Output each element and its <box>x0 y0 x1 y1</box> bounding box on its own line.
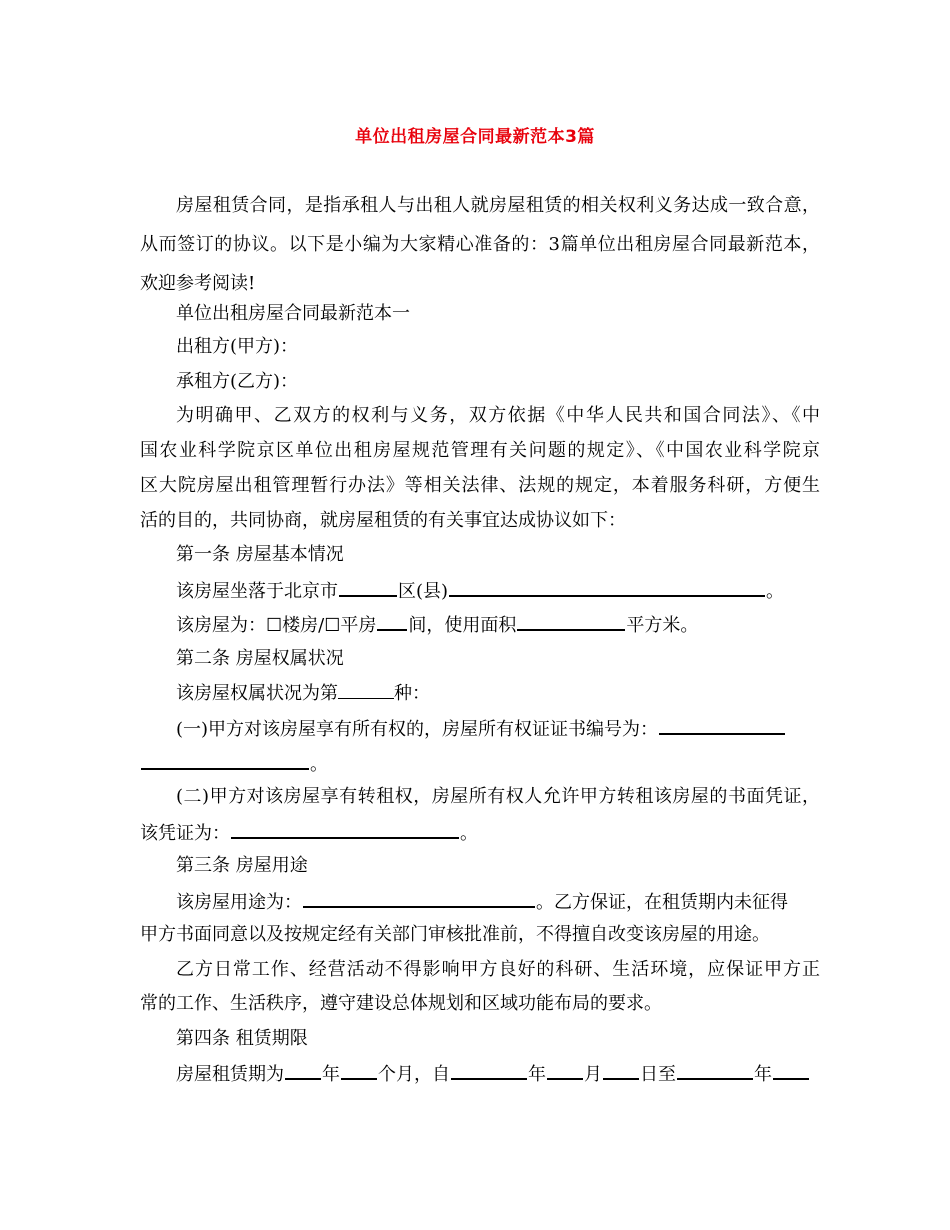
months-blank <box>341 1061 377 1080</box>
rooms-blank <box>377 612 407 631</box>
term-label: 房屋租赁期为 <box>176 1064 284 1085</box>
use-blank <box>303 889 535 908</box>
article-3-use-2: 甲方书面同意以及按规定经有关部门审核批准前，不得擅自改变该房屋的用途。 <box>140 924 770 945</box>
address-blank <box>449 578 765 597</box>
article-4-term <box>176 1061 856 1087</box>
voucher-end: 。 <box>460 823 478 844</box>
type-label: 该房屋为：☐楼房/☐平房 <box>176 615 377 636</box>
district-blank <box>339 578 397 597</box>
article-2-ownership-cont <box>140 751 820 777</box>
article-1-type <box>176 612 856 638</box>
article-2-sublease-2 <box>140 820 820 846</box>
preamble-line-3: 区大院房屋出租管理暂行办法》等相关法律、法规的规定，本着服务科研，方便生 <box>140 475 820 496</box>
use-label: 该房屋用途为： <box>176 892 302 913</box>
preamble-line-4: 活的目的，共同协商，就房屋租赁的有关事宜达成协议如下： <box>140 510 626 531</box>
article-2-ownership <box>176 716 856 742</box>
article-3-use <box>176 889 856 915</box>
status-label: 该房屋权属状况为第 <box>176 683 338 704</box>
location-label: 该房屋坐落于北京市 <box>176 581 338 602</box>
article-1-heading: 第一条 房屋基本情况 <box>176 544 344 565</box>
intro-line-2: 从而签订的协议。以下是小编为大家精心准备的：3篇单位出租房屋合同最新范本， <box>140 234 820 255</box>
end-month-blank <box>773 1061 809 1080</box>
voucher-blank <box>231 820 459 839</box>
article-3-env-2: 常的工作、生活秩序，遵守建设总体规划和区域功能布局的要求。 <box>140 993 662 1014</box>
intro-line-1: 房屋租赁合同，是指承租人与出租人就房屋租赁的相关权利义务达成一致合意， <box>176 195 820 216</box>
cert-number-blank-2 <box>141 751 309 770</box>
article-1-location <box>176 578 856 604</box>
article-2-heading: 第二条 房屋权属状况 <box>176 648 344 669</box>
preamble-line-1: 为明确甲、乙双方的权利与义务，双方依据《中华人民共和国合同法》、《中 <box>176 405 820 426</box>
end-year-unit: 年 <box>754 1064 772 1085</box>
article-2-status <box>176 681 856 706</box>
intro-line-3: 欢迎参考阅读! <box>140 273 256 294</box>
cert-number-blank-1 <box>659 716 785 735</box>
ownership-end: 。 <box>310 754 328 775</box>
start-year-blank <box>451 1061 527 1080</box>
area-unit: 平方米。 <box>626 615 699 636</box>
lessor-label: 出租方(甲方)： <box>176 336 299 357</box>
status-suffix: 种： <box>394 683 430 704</box>
preamble-line-2: 国农业科学院京区单位出租房屋规范管理有关问题的规定》、《中国农业科学院京 <box>140 440 820 461</box>
voucher-label: 该凭证为： <box>140 823 230 844</box>
article-4-heading: 第四条 租赁期限 <box>176 1028 308 1049</box>
start-month-unit: 月 <box>584 1064 602 1085</box>
start-day-blank <box>603 1061 639 1080</box>
county-label: 区(县) <box>398 581 449 602</box>
years-blank <box>285 1061 321 1080</box>
article-2-sublease-1: (二)甲方对该房屋享有转租权，房屋所有权人允许甲方转租该房屋的书面凭证， <box>176 786 820 807</box>
month-unit-from: 个月，自 <box>378 1064 450 1085</box>
start-year-unit: 年 <box>528 1064 546 1085</box>
article-3-env-1: 乙方日常工作、经营活动不得影响甲方良好的科研、生活环境，应保证甲方正 <box>176 959 820 980</box>
area-label: 间，使用面积 <box>408 615 517 636</box>
document-title: 单位出租房屋合同最新范本3篇 <box>355 127 595 147</box>
lessee-label: 承租方(乙方)： <box>176 371 299 392</box>
start-day-to: 日至 <box>640 1064 676 1085</box>
article-3-heading: 第三条 房屋用途 <box>176 855 308 876</box>
use-guarantee: 。乙方保证，在租赁期内未征得 <box>536 892 788 913</box>
location-end: 。 <box>766 581 785 602</box>
start-month-blank <box>547 1061 583 1080</box>
status-blank <box>338 681 394 699</box>
area-blank <box>517 612 625 631</box>
section-title: 单位出租房屋合同最新范本一 <box>176 303 410 324</box>
year-unit: 年 <box>322 1064 340 1085</box>
end-year-blank <box>677 1061 753 1080</box>
ownership-label: (一)甲方对该房屋享有所有权的，房屋所有权证证书编号为： <box>176 719 659 740</box>
